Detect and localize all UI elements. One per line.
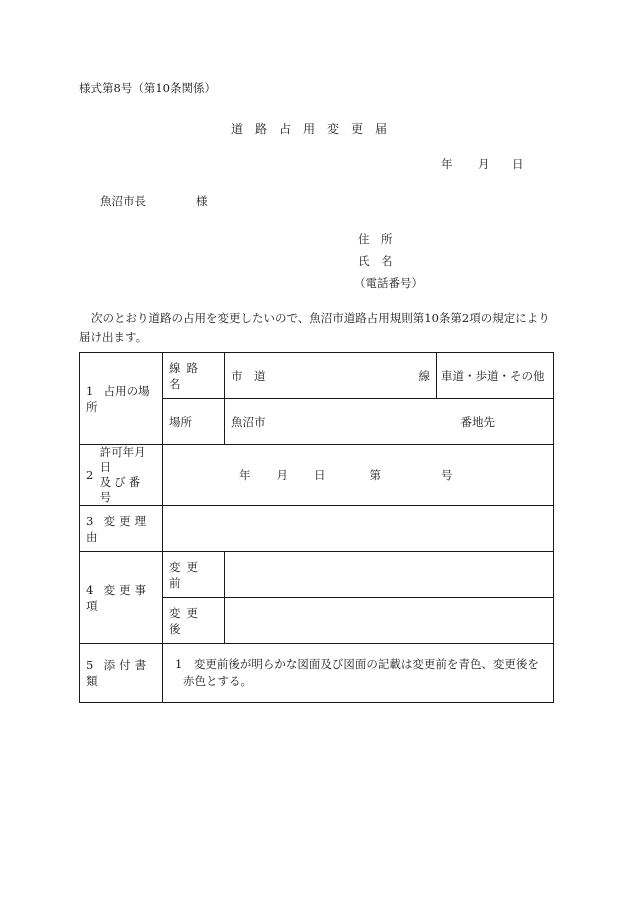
item2-number: 2 [86, 468, 94, 482]
date-month-label: 月 [478, 157, 490, 171]
change-form-table [79, 352, 554, 703]
item5-number: 5 [86, 658, 94, 672]
place-label-cell [163, 399, 225, 445]
row-change-before [80, 552, 554, 598]
applicant-address-label: 住 所 [358, 232, 393, 246]
permit-day-label: 日 [314, 468, 326, 482]
item5-label: 添付書類 [86, 658, 151, 688]
row-change-reason [80, 506, 554, 552]
route-value-cell[interactable] [225, 353, 437, 399]
permit-value-cell[interactable] [163, 445, 554, 506]
item3-label-cell [80, 506, 163, 552]
after-label: 変更後 [169, 605, 204, 636]
after-value-cell[interactable] [225, 598, 554, 644]
item3-label: 変更理由 [86, 513, 151, 544]
item2-label-line2: 及び番号 [99, 475, 144, 504]
route-label-cell [163, 353, 225, 399]
road-type-options: 車道・歩道・その他 [441, 368, 545, 383]
after-label-cell [163, 598, 225, 644]
item1-label: 占用の場所 [86, 383, 150, 414]
applicant-phone-label: （電話番号） [354, 276, 423, 290]
applicant-name-label: 氏 名 [358, 254, 393, 268]
route-prefix: 市 道 [231, 368, 266, 383]
route-suffix: 線 [418, 368, 430, 383]
addressee-name: 魚沼市長 [100, 194, 146, 208]
intro-text: 次のとおり道路の占用を変更したいので、魚沼市道路占用規則第10条第2項の規定により届け出ます。 [79, 311, 550, 344]
permit-year-label: 年 [239, 468, 251, 482]
permit-dai-label: 第 [369, 468, 381, 482]
route-label: 線路名 [169, 360, 204, 391]
addressee-honorific: 様 [196, 194, 208, 208]
attachments-cell[interactable] [163, 644, 554, 703]
item1-number: 1 [86, 383, 94, 398]
before-label: 変更前 [169, 559, 204, 590]
date-day-label: 日 [512, 157, 524, 171]
place-suffix: 番地先 [460, 414, 495, 429]
date-year-label: 年 [441, 157, 453, 171]
place-value-cell[interactable] [225, 399, 554, 445]
row-attachments [80, 644, 554, 703]
item2-label-line1: 許可年月日 [99, 445, 146, 474]
change-reason-cell[interactable] [163, 506, 554, 552]
attachments-text: 1 変更前後が明らかな図面及び図面の記載は変更前を青色、変更後を赤色とする。 [175, 657, 539, 688]
item2-label-cell [80, 445, 163, 506]
permit-month-label: 月 [276, 468, 288, 482]
row-permit [80, 445, 554, 506]
place-label: 場所 [169, 414, 192, 429]
before-label-cell [163, 552, 225, 598]
item4-number: 4 [86, 582, 94, 597]
place-value: 魚沼市 [231, 414, 266, 429]
permit-go-label: 号 [441, 468, 453, 482]
before-value-cell[interactable] [225, 552, 554, 598]
document-title: 道路占用変更届 [230, 122, 399, 136]
row-route-name [80, 353, 554, 399]
item1-label-cell [80, 353, 163, 445]
item4-label-cell [80, 552, 163, 644]
form-number: 様式第8号（第10条関係） [79, 81, 216, 95]
road-type-cell[interactable] [437, 353, 554, 399]
item3-number: 3 [86, 513, 94, 528]
item4-label: 変更事項 [86, 582, 151, 613]
item5-label-cell [80, 644, 163, 703]
